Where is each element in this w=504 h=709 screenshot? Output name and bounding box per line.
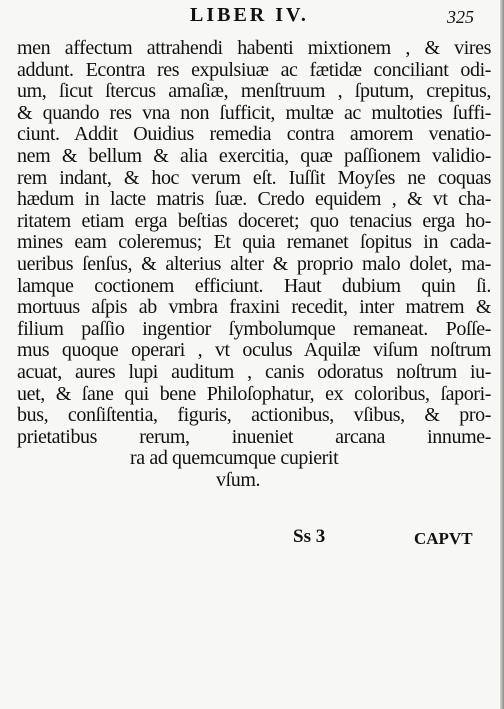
text-line: acuat, aures lupi auditum , canis odoratus noſtrum iu- (17, 360, 491, 383)
running-head: LIBER IV. (190, 4, 309, 26)
text-line: vſum. (216, 468, 261, 491)
text-line: um, ſicut ſtercus amaſiæ, menſtruum , ſputum, crepitus, (17, 80, 491, 103)
text-line: nem & bellum & alia exercitia, quæ paſſionem validio- (17, 144, 491, 167)
text-line: men affectum attrahendi habenti mixtionem , & vires (17, 37, 491, 59)
text-line: mines eam coleremus; Et quia remanet ſopitus in cada- (17, 231, 491, 254)
text-line: prietatibus rerum, inueniet arcana innume- (17, 425, 491, 448)
text-line: ciunt. Addit Ouidius remedia contra amorem venatio- (17, 123, 491, 146)
text-line: mortuus aſpis ab vmbra fraxini recedit, inter matrem & (17, 296, 491, 319)
text-line: & quando res vna non ſufficit, multæ ac multoties ſuffi- (17, 101, 491, 124)
text-line: filium paſſio ingentior ſymbolumque remaneat. Poſſe- (17, 317, 491, 340)
text-line: rem indant, & hoc verum eſt. Iuſſit Moyſes ne coquas (17, 166, 491, 189)
text-line: hædum in lacte matris ſuæ. Credo equidem , & vt cha- (17, 188, 491, 211)
text-line: lamque coctionem efficiunt. Haut dubium quin ſi. (17, 274, 491, 297)
text-line: mus quoque operari , vt oculus Aquilæ viſum noſtrum (17, 339, 491, 362)
text-line: ueribus ſenſus, & alterius alter & proprio malo dolet, ma- (17, 252, 491, 275)
text-line: uet, & ſane qui bene Philoſophatur, ex coloribus, ſapori- (17, 382, 491, 405)
page-footer (0, 526, 504, 552)
text-line: addunt. Econtra res expulsiuæ ac fætidæ conciliant odi- (17, 58, 491, 81)
catchword: CAPVT (414, 529, 473, 548)
page-header (0, 4, 504, 28)
signature-mark: Ss 3 (293, 526, 326, 547)
text-line: ritatem etiam erga beſtias doceret; quo tenacius erga ho- (17, 209, 491, 232)
text-line: ra ad quemcumque cupierit (130, 447, 339, 470)
body-text (17, 38, 491, 491)
page-edge (500, 0, 504, 709)
text-line: bus, conſiſtentia, figuris, actionibus, vſibus, & pro- (17, 404, 491, 427)
page-number: 325 (447, 7, 474, 27)
